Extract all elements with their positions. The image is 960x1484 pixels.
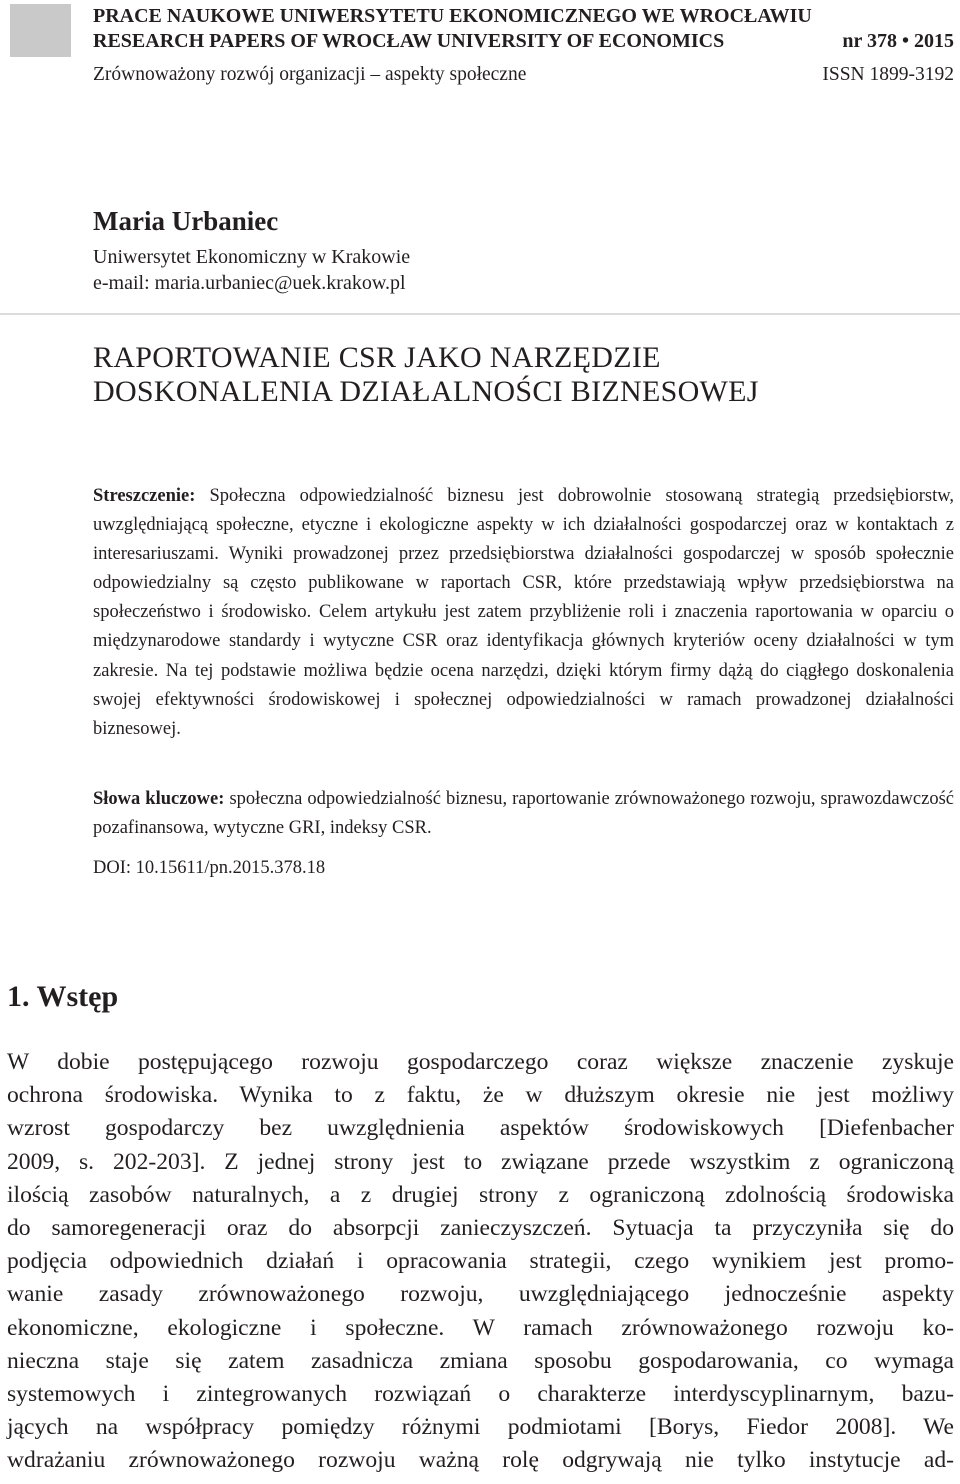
section-body xyxy=(7,1046,954,1478)
journal-title-en: RESEARCH PAPERS OF WROCŁAW UNIVERSITY OF ECONOMICS xyxy=(93,30,725,52)
journal-title-pl: PRACE NAUKOWE UNIWERSYTETU EKONOMICZNEGO WE WROCŁAWIU xyxy=(93,5,812,27)
article-title xyxy=(93,341,940,409)
body-line: do samoregeneracji oraz do absorpcji zanieczyszczeń. Sytuacja ta przyczyniła się do xyxy=(7,1215,954,1242)
body-line: ekonomiczne, ekologiczne i społeczne. W ramach zrównoważonego rozwoju ko- xyxy=(7,1314,954,1341)
series-title: Zrównoważony rozwój organizacji – aspekty społeczne xyxy=(93,64,527,85)
author-name: Maria Urbaniec xyxy=(93,206,279,236)
body-line: podjęcia odpowiednich działań i opracowania strategii, czego wynikiem jest promo- xyxy=(7,1248,954,1275)
journal-logo-block xyxy=(10,4,71,57)
author-affiliation: Uniwersytet Ekonomiczny w Krakowie xyxy=(93,246,411,268)
article-title-line-1: RAPORTOWANIE CSR JAKO NARZĘDZIE xyxy=(93,341,661,374)
abstract xyxy=(93,482,954,744)
keywords-text: społeczna odpowiedzialność biznesu, raportowanie zrównoważonego rozwoju, sprawozdawczość pozafinansowa, wytyczne GRI, indeksy CSR. xyxy=(93,789,954,839)
issue-number: nr 378 • 2015 xyxy=(842,30,954,52)
series-row xyxy=(93,63,954,86)
body-line: wzrost gospodarczy bez uwzględnienia aspektów środowiskowych [Diefenbacher xyxy=(7,1115,954,1142)
journal-title-en-row xyxy=(93,30,954,53)
divider-rule xyxy=(0,313,960,315)
body-line: wanie zasady zrównoważonego rozwoju, uwzględniającego jednocześnie aspekty xyxy=(7,1281,954,1308)
author-email: e-mail: maria.urbaniec@uek.krakow.pl xyxy=(93,272,406,294)
body-line: ilością zasobów naturalnych, a z drugiej strony z ograniczoną zdolnością środowiska xyxy=(7,1181,954,1208)
issn: ISSN 1899-3192 xyxy=(822,64,954,85)
abstract-text: Społeczna odpowiedzialność biznesu jest dobrowolnie stosowaną strategią przedsiębiorstw, uwzględniającą społeczne, etyczne i ekologiczne aspekty w ich działalności gospodarczej oraz w kontaktach z interesariuszami. Wyniki prowadzonej przez przedsiębiorstwa działalności gospodarczej w sposób społecznie odpowiedzialny są często publikowane w raportach CSR, które przedstawiają wpływ przedsiębiorstwa na społeczeństwo i środowisko. Celem artykułu jest zatem przybliżenie roli i znaczenia raportowania w oparciu o międzynarodowe standardy i wytyczne CSR oraz identyfikacja głównych kryteriów oceny działalności w tym zakresie. Na tej podstawie możliwa będzie ocena narzędzi, dzięki którym firmy dążą do ciągłego doskonalenia swojej efektywności środowiskowej i społecznej odpowiedzialności w ramach prowadzonej działalności biznesowej. xyxy=(93,486,954,739)
body-line: jących na współpracy pomiędzy różnymi podmiotami [Borys, Fiedor 2008]. We xyxy=(7,1414,954,1441)
body-line: systemowych i zintegrowanych rozwiązań o charakterze interdyscyplinarnym, bazu- xyxy=(7,1381,954,1408)
keywords-label: Słowa kluczowe: xyxy=(93,789,225,809)
doi: DOI: 10.15611/pn.2015.378.18 xyxy=(93,858,326,878)
body-line: ochrona środowiska. Wynika to z faktu, że w dłuższym okresie nie jest możliwy xyxy=(7,1082,954,1109)
body-line: W dobie postępującego rozwoju gospodarczego coraz większe znaczenie zyskuje xyxy=(7,1049,954,1075)
author-block xyxy=(93,205,410,296)
keywords xyxy=(93,785,954,843)
body-line: wdrażaniu zrównoważonego rozwoju ważną rolę odgrywają nie tylko instytucje ad- xyxy=(7,1447,954,1474)
body-line: 2009, s. 202-203]. Z jednej strony jest to związane przede wszystkim z ograniczoną xyxy=(7,1148,954,1175)
section-heading: 1. Wstęp xyxy=(7,980,119,1013)
article-title-line-2: DOSKONALENIA DZIAŁALNOŚCI BIZNESOWEJ xyxy=(93,375,759,408)
body-line: nieczna staje się zatem zasadnicza zmiana sposobu gospodarowania, co wymaga xyxy=(7,1347,954,1374)
abstract-label: Streszczenie: xyxy=(93,486,196,506)
